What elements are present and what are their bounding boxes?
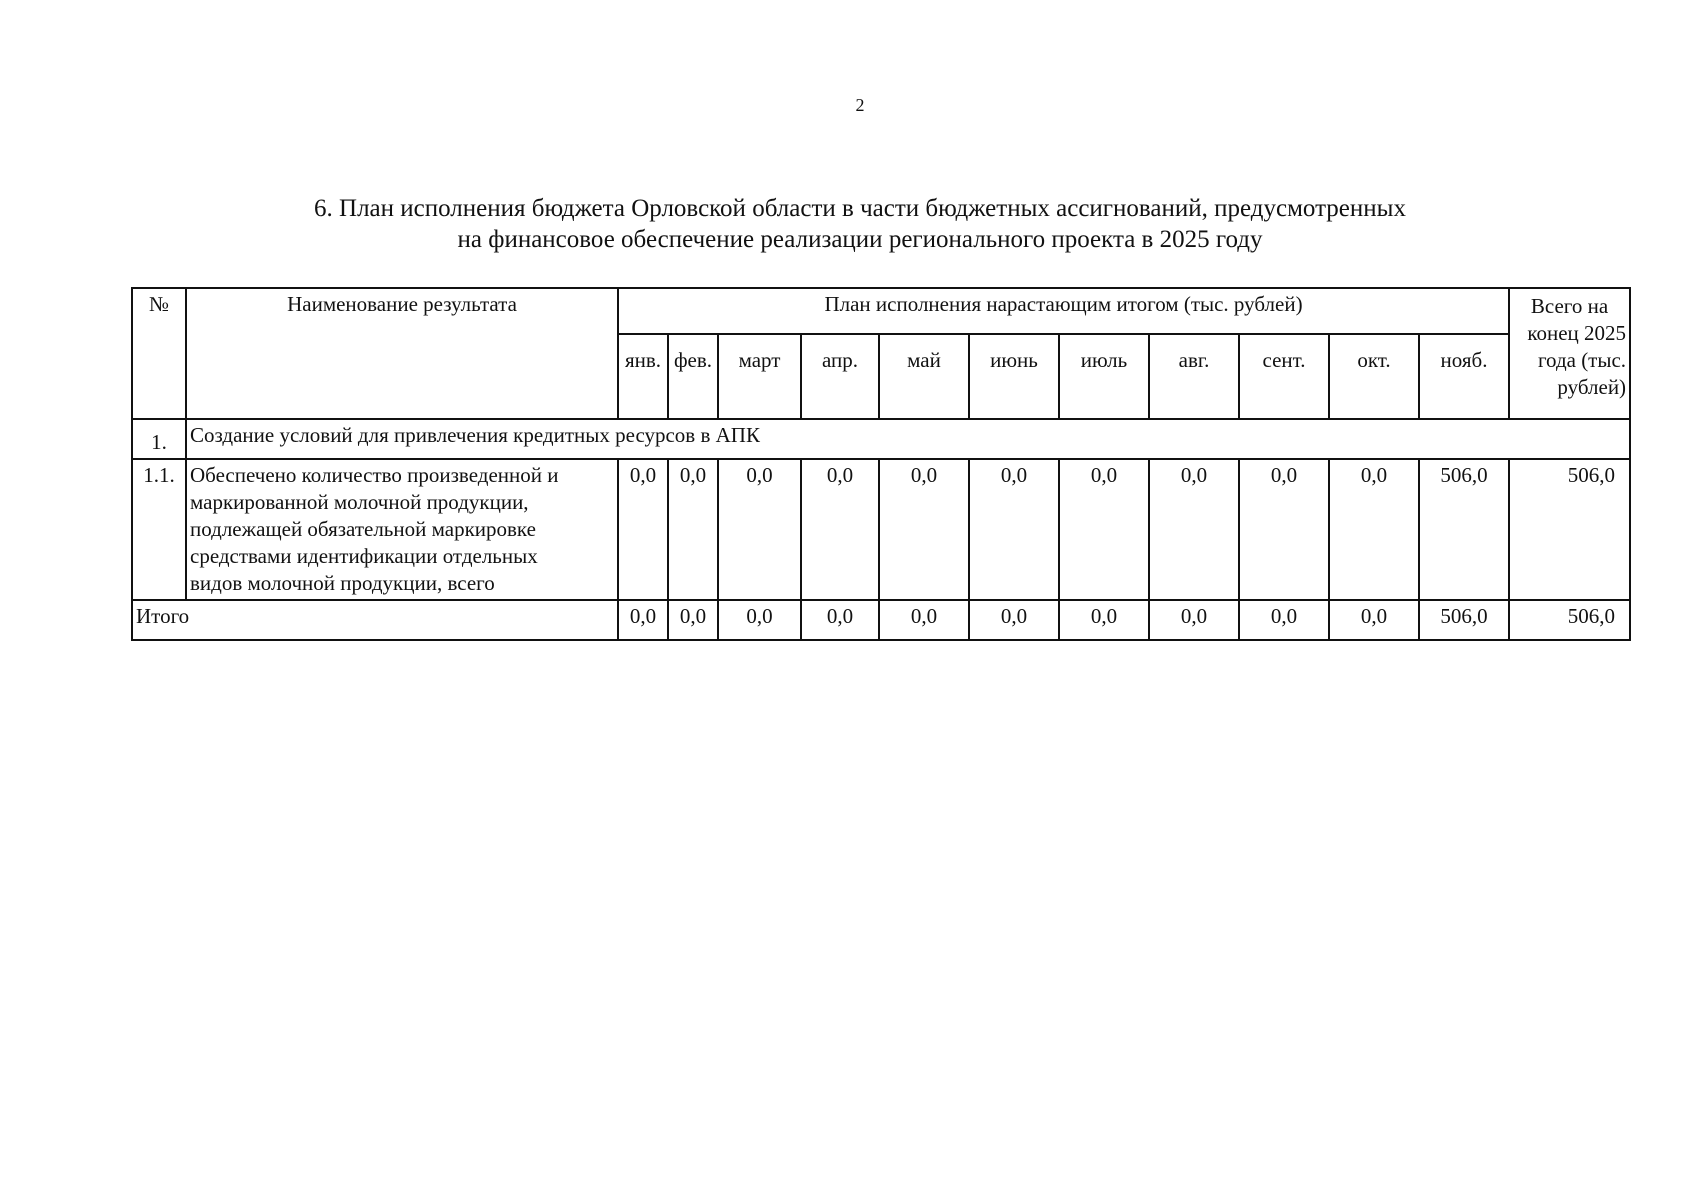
total-value: 0,0 [718, 600, 801, 640]
header-total [1509, 288, 1630, 419]
result-value: 0,0 [1239, 459, 1329, 600]
header-total-line-3: года (тыс. [1537, 348, 1627, 372]
result-value: 0,0 [1149, 459, 1239, 600]
section-row [132, 419, 1630, 459]
total-value: 0,0 [801, 600, 879, 640]
page-number: 2 [855, 95, 865, 115]
result-name-line: средствами идентификации отдельных [190, 544, 538, 568]
result-value: 0,0 [879, 459, 969, 600]
header-total-line-1: Всего на [1530, 294, 1609, 318]
header-result-name: Наименование результата [186, 288, 618, 419]
result-value: 0,0 [969, 459, 1059, 600]
result-total: 506,0 [1509, 459, 1630, 600]
result-name-line: видов молочной продукции, всего [190, 571, 495, 595]
month-header: апр. [801, 334, 879, 419]
section-num: 1. [132, 419, 186, 459]
header-plan: План исполнения нарастающим итогом (тыс. рублей) [618, 288, 1509, 334]
result-row [132, 459, 1630, 600]
total-value: 0,0 [1149, 600, 1239, 640]
month-header: авг. [1149, 334, 1239, 419]
total-value: 0,0 [668, 600, 718, 640]
result-value: 0,0 [1329, 459, 1419, 600]
total-value: 0,0 [1239, 600, 1329, 640]
title-line-2: на финансовое обеспечение реализации регионального проекта в 2025 году [457, 226, 1263, 253]
total-value: 0,0 [1329, 600, 1419, 640]
title-line-1: 6. План исполнения бюджета Орловской области в части бюджетных ассигнований, предусмотренных [314, 195, 1406, 222]
result-name-line: подлежащей обязательной маркировке [190, 517, 536, 541]
month-header: окт. [1329, 334, 1419, 419]
result-value: 0,0 [1059, 459, 1149, 600]
month-header: март [718, 334, 801, 419]
result-value: 0,0 [718, 459, 801, 600]
month-header: фев. [668, 334, 718, 419]
month-header: июнь [969, 334, 1059, 419]
total-value: 0,0 [879, 600, 969, 640]
month-header: май [879, 334, 969, 419]
result-value: 506,0 [1419, 459, 1509, 600]
total-value: 506,0 [1419, 600, 1509, 640]
result-value: 0,0 [801, 459, 879, 600]
month-header: янв. [618, 334, 668, 419]
month-header: июль [1059, 334, 1149, 419]
result-name-line: Обеспечено количество произведенной и [190, 463, 559, 487]
total-label: Итого [132, 600, 618, 640]
result-name [186, 459, 618, 600]
month-header: нояб. [1419, 334, 1509, 419]
result-value: 0,0 [668, 459, 718, 600]
grand-total: 506,0 [1509, 600, 1630, 640]
header-num: № [132, 288, 186, 419]
total-row [132, 600, 1630, 640]
result-num: 1.1. [132, 459, 186, 600]
budget-plan-table [131, 287, 1631, 641]
header-total-line-2: конец 2025 [1527, 321, 1627, 345]
header-row [132, 288, 1630, 334]
total-value: 0,0 [618, 600, 668, 640]
result-name-line: маркированной молочной продукции, [190, 490, 529, 514]
document-title [0, 193, 1707, 255]
total-value: 0,0 [1059, 600, 1149, 640]
month-header: сент. [1239, 334, 1329, 419]
header-total-line-4: рублей) [1557, 375, 1627, 399]
result-value: 0,0 [618, 459, 668, 600]
total-value: 0,0 [969, 600, 1059, 640]
section-name: Создание условий для привлечения кредитных ресурсов в АПК [186, 419, 1630, 459]
